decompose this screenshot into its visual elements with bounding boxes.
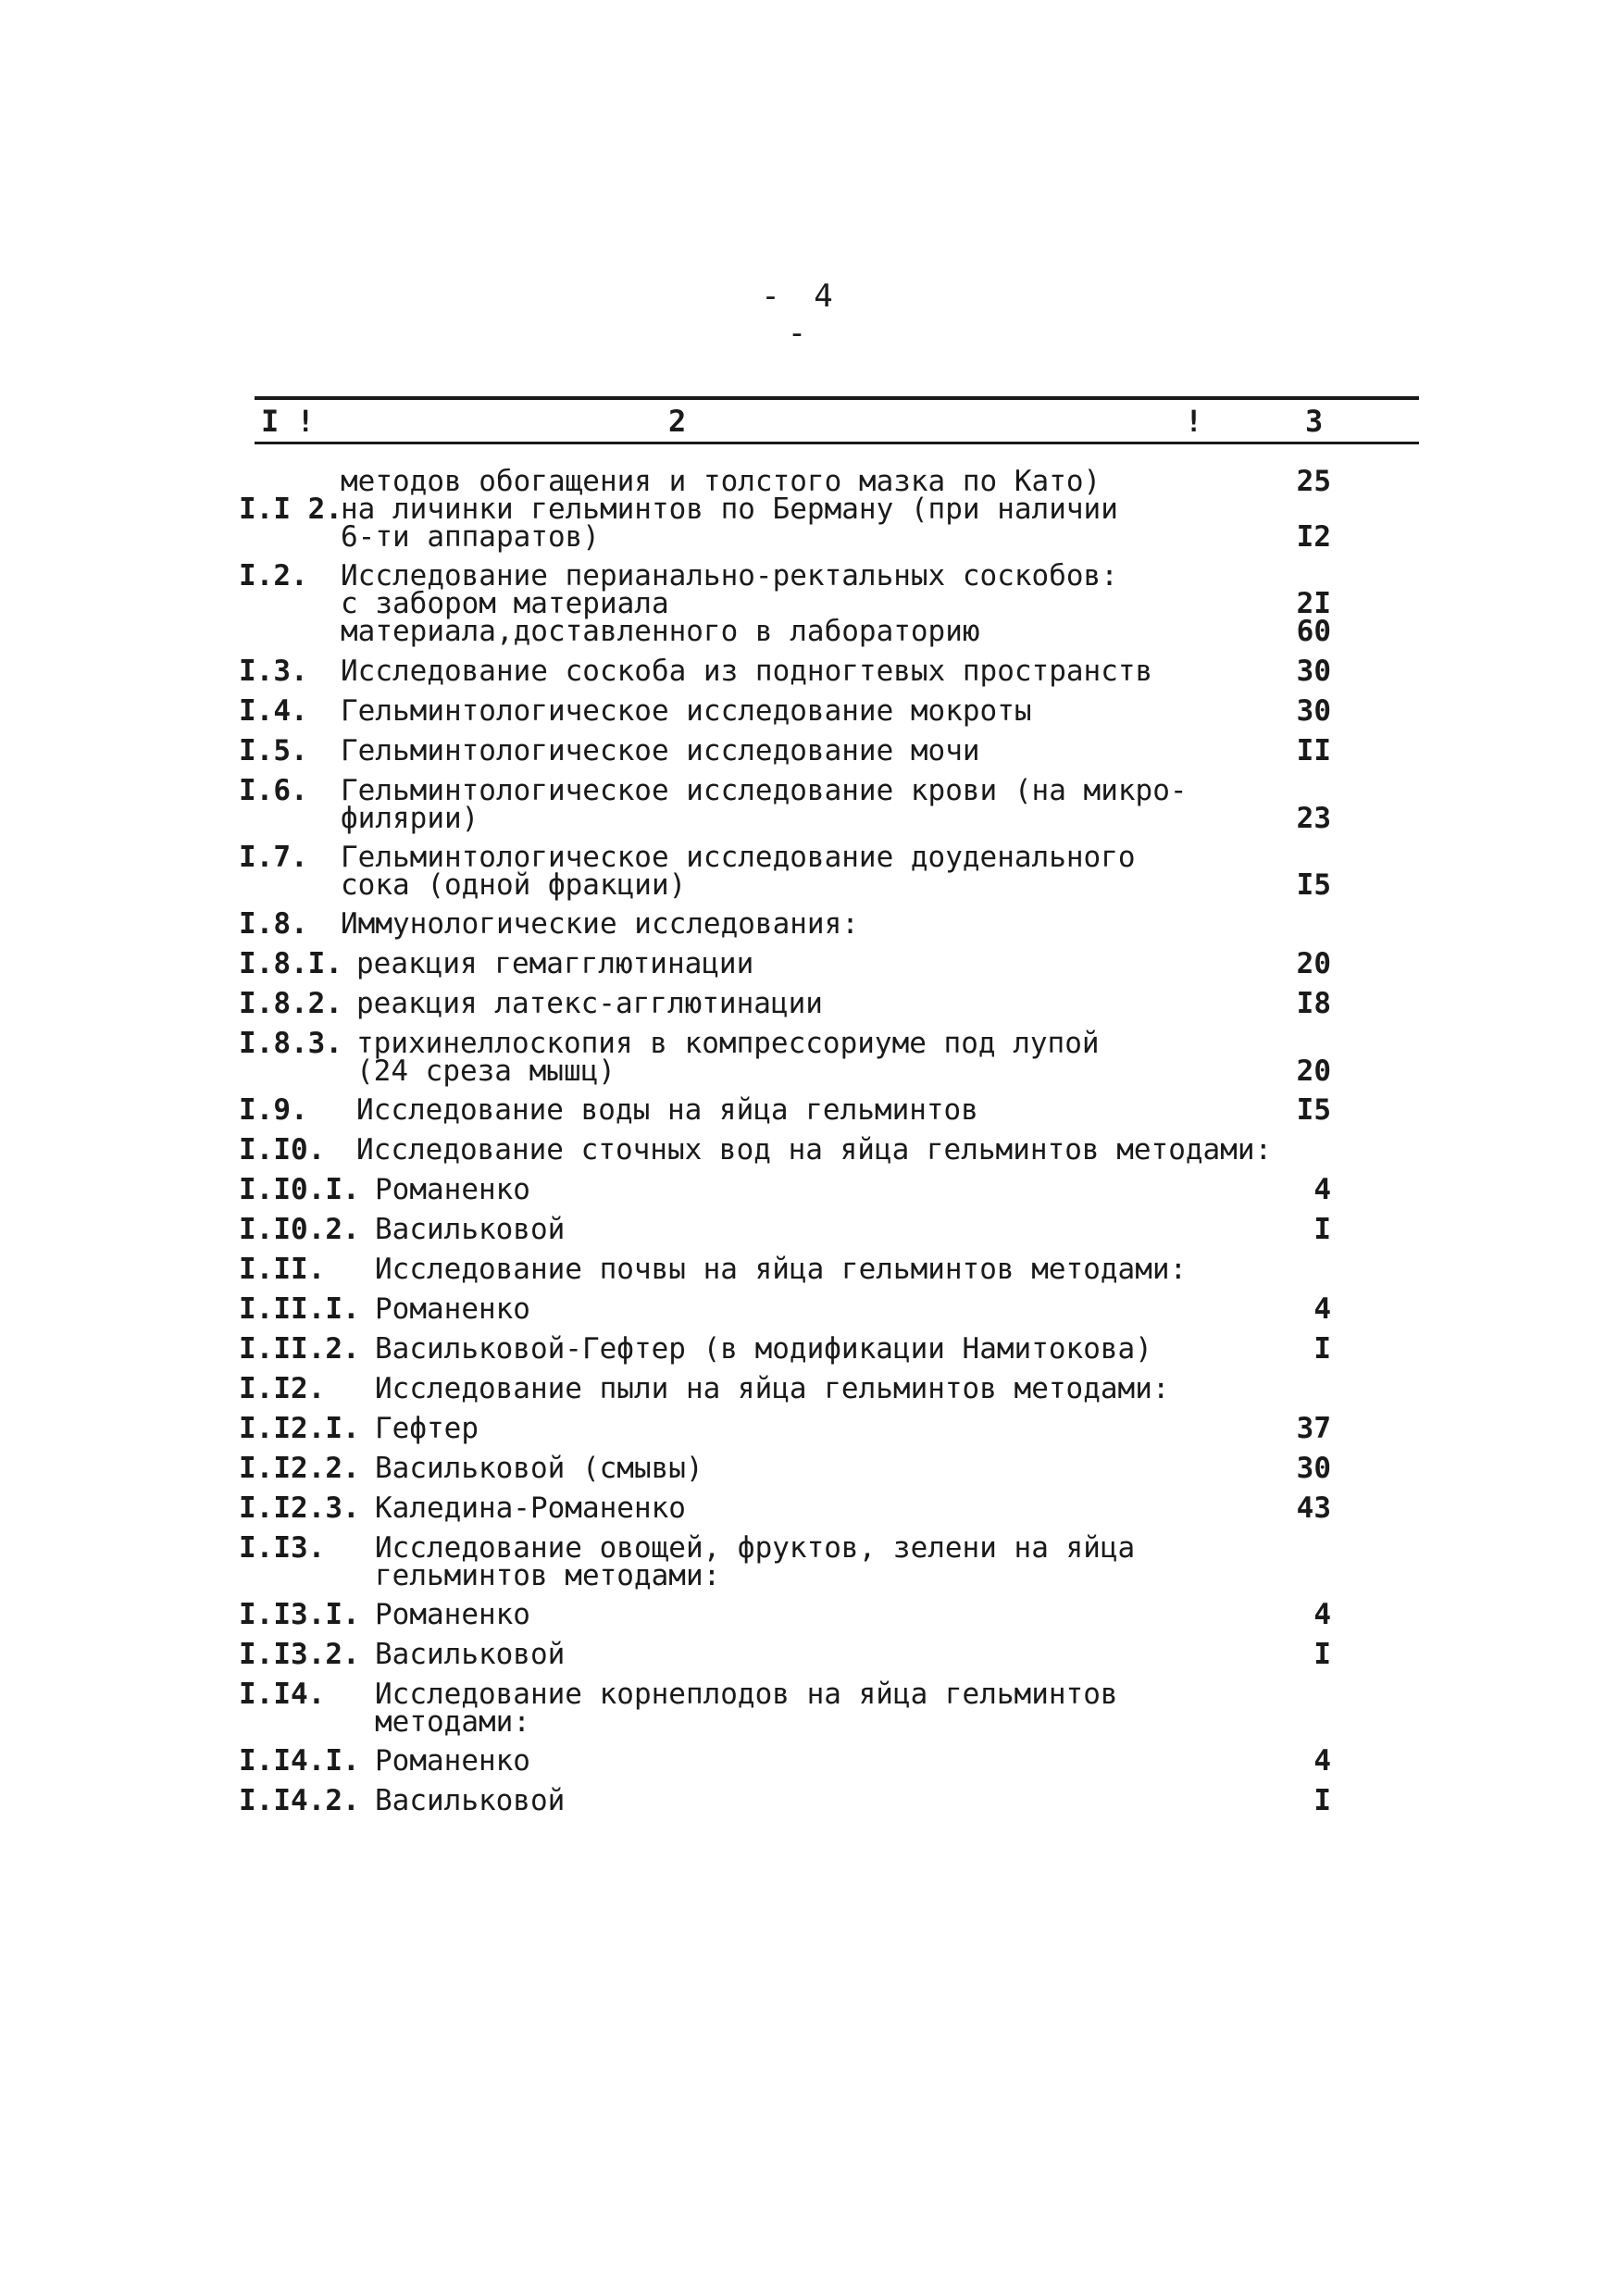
row-value: 30	[1296, 1452, 1331, 1485]
row-value: 20	[1296, 947, 1331, 980]
row-text: Исследование сточных вод на яйца гельминтов методами:	[356, 1133, 1273, 1167]
row-value: I2	[1296, 520, 1331, 554]
row-value: 4	[1313, 1173, 1331, 1206]
row-number: I.8.I.	[239, 947, 342, 980]
row-number: I.6.	[239, 774, 308, 807]
row-number: I.I4.	[239, 1678, 326, 1711]
row-number: I.I2.I.	[239, 1412, 360, 1445]
row-value: I	[1313, 1784, 1331, 1817]
row-text: (24 среза мышц)	[356, 1054, 616, 1088]
row-number: I.I3.	[239, 1531, 326, 1565]
row-text: Романенко	[375, 1173, 530, 1206]
row-number: I.8.2.	[239, 987, 342, 1020]
row-text: Гефтер	[375, 1412, 479, 1445]
row-number: I.2.	[239, 559, 308, 593]
row-text: методами:	[375, 1705, 530, 1739]
row-number: I.4.	[239, 694, 308, 728]
row-number: I.I4.2.	[239, 1784, 360, 1817]
row-number: I.I3.2.	[239, 1638, 360, 1671]
row-value: 37	[1296, 1412, 1331, 1445]
row-text: Романенко	[375, 1744, 530, 1778]
header-col-2: 2	[668, 404, 687, 439]
row-value: 25	[1296, 465, 1331, 498]
row-number: I.I2.3.	[239, 1491, 360, 1525]
row-value: I	[1313, 1332, 1331, 1366]
row-value: 60	[1296, 615, 1331, 648]
table-top-rule	[255, 396, 1419, 400]
row-number: I.II.2.	[239, 1332, 360, 1366]
row-text: Романенко	[375, 1292, 530, 1326]
header-col-3: 3	[1305, 404, 1324, 439]
row-text: 6-ти аппаратов)	[341, 520, 600, 554]
row-number: I.II.	[239, 1253, 326, 1286]
row-text: Каледина-Романенко	[375, 1491, 686, 1525]
row-text: сока (одной фракции)	[341, 868, 687, 902]
row-number: I.I 2.	[239, 493, 342, 526]
row-value: 2I	[1296, 587, 1331, 620]
row-text: гельминтов методами:	[375, 1559, 721, 1592]
row-value: 20	[1296, 1054, 1331, 1088]
row-value: I5	[1296, 868, 1331, 902]
row-number: I.I2.	[239, 1372, 326, 1405]
row-text: филярии)	[341, 802, 479, 835]
row-text: Гельминтологическое исследование мокроты	[341, 694, 1032, 728]
row-number: I.I0.	[239, 1133, 326, 1167]
row-value: I	[1313, 1213, 1331, 1246]
row-text: с забором материала	[341, 587, 669, 620]
row-number: I.I0.I.	[239, 1173, 360, 1206]
row-value: I	[1313, 1638, 1331, 1671]
row-value: 30	[1296, 655, 1331, 688]
row-text: Исследование овощей, фруктов, зелени на яйца	[375, 1531, 1136, 1565]
row-value: 23	[1296, 802, 1331, 835]
row-number: I.I4.I.	[239, 1744, 360, 1778]
row-text: трихинеллоскопия в компрессориуме под лупой	[356, 1027, 1100, 1060]
row-number: I.3.	[239, 655, 308, 688]
row-text: Васильковой	[375, 1213, 566, 1246]
row-number: I.5.	[239, 734, 308, 767]
row-value: 30	[1296, 694, 1331, 728]
row-number: I.I3.I.	[239, 1598, 360, 1631]
row-text: Васильковой-Гефтер (в модификации Намитокова)	[375, 1332, 1152, 1366]
row-number: I.II.I.	[239, 1292, 360, 1326]
row-value: I5	[1296, 1093, 1331, 1127]
row-text: Гельминтологическое исследование мочи	[341, 734, 980, 767]
row-value: 4	[1313, 1744, 1331, 1778]
row-value: I8	[1296, 987, 1331, 1020]
row-text: Исследование воды на яйца гельминтов	[356, 1093, 978, 1127]
row-text: Исследование почвы на яйца гельминтов методами:	[375, 1253, 1188, 1286]
row-number: I.I2.2.	[239, 1452, 360, 1485]
row-number: I.8.	[239, 907, 308, 941]
row-number: I.7.	[239, 841, 308, 874]
row-text: методов обогащения и толстого мазка по Като)	[341, 465, 1101, 498]
row-text: на личинки гельминтов по Берману (при наличии	[341, 493, 1118, 526]
row-text: реакция латекс-агглютинации	[356, 987, 823, 1020]
row-text: Исследование перианально-ректальных соскобов:	[341, 559, 1118, 593]
row-number: I.9.	[239, 1093, 308, 1127]
row-text: Романенко	[375, 1598, 530, 1631]
row-text: Исследование корнеплодов на яйца гельминтов	[375, 1678, 1118, 1711]
header-bottom-rule	[255, 442, 1419, 444]
row-text: Васильковой	[375, 1784, 566, 1817]
header-col-1: I !	[261, 404, 315, 439]
row-text: материала,доставленного в лабораторию	[341, 615, 980, 648]
row-value: 4	[1313, 1292, 1331, 1326]
row-text: Васильковой	[375, 1638, 566, 1671]
row-text: Исследование соскоба из подногтевых пространств	[341, 655, 1153, 688]
row-text: реакция гемагглютинации	[356, 947, 754, 980]
row-number: I.I0.2.	[239, 1213, 360, 1246]
row-number: I.8.3.	[239, 1027, 342, 1060]
row-text: Исследование пыли на яйца гельминтов методами:	[375, 1372, 1170, 1405]
header-separator: !	[1185, 404, 1203, 439]
row-value: 43	[1296, 1491, 1331, 1525]
row-text: Гельминтологическое исследование доуденального	[341, 841, 1136, 874]
row-text: Гельминтологическое исследование крови (на микро-	[341, 774, 1188, 807]
row-value: II	[1296, 734, 1331, 767]
page-number: - 4 -	[761, 278, 840, 352]
row-text: Иммунологические исследования:	[341, 907, 859, 941]
row-text: Васильковой (смывы)	[375, 1452, 703, 1485]
row-value: 4	[1313, 1598, 1331, 1631]
